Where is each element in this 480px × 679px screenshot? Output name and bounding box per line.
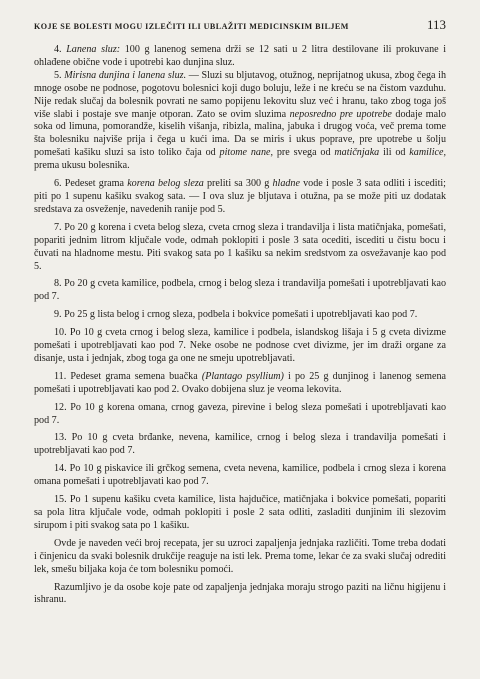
text-run: Razumljivo je da osobe koje pate od zapaljenja jednjaka moraju strogo paziti na ličnu higijenu i ishranu. <box>34 581 446 606</box>
italic-text: Lanena sluz: <box>66 44 121 55</box>
text-run: 7. Po 20 g korena i cveta belog sleza, cveta crnog sleza i trandavilja i lista matičnjaka, pomešati, popariti jednim litrom ključale vode, odmah poklopiti i posle 3 sata ocediti, iscediti u čistu bocu i čuvati na hladnome mestu. Piti svakog sata po 1 kašiku sa nekim sredstvom za osvežavanje kao pod 5. <box>34 221 446 272</box>
italic-text: pitome nane, <box>219 147 274 159</box>
paragraph <box>34 309 446 322</box>
text-run: 10. Po 10 g cveta crnog i belog sleza, kamilice i podbela, islandskog lišaja i 5 g cveta divizme pomešati i upotrebljavati kao pod 7. Neke osobe ne podnose cvet divizme, jer im draži organe za disanje, usta i jednjak, zbog toga ga one ne smeju upotrebljavati. <box>34 327 446 364</box>
italic-text: neposredno pre upotrebe <box>289 108 392 120</box>
italic-text: korena belog sleza <box>127 178 204 190</box>
paragraph <box>34 70 446 173</box>
text-run: 13. Po 10 g cveta brđanke, nevena, kamilice, crnog i belog sleza i trandavilja pomešati i upotrebljavati kao pod 7. <box>34 432 446 457</box>
text-run: 5. <box>54 69 65 81</box>
page-number: 113 <box>426 17 446 32</box>
paragraph <box>34 494 446 533</box>
paragraph <box>34 582 446 608</box>
text-run: 11. Pedeset grama semena buačka <box>54 370 202 382</box>
paragraph <box>34 432 446 458</box>
text-run: prema ukusu bolesnika. <box>34 160 130 172</box>
paragraph <box>34 538 446 577</box>
paragraph <box>34 44 446 70</box>
text-run: 12. Po 10 g korena omana, crnog gaveza, pirevine i belog sleza pomešati i upotrebljavati kao pod 7. <box>34 401 446 426</box>
running-title: KOJE SE BOLESTI MOGU IZLEČITI ILI UBLAŽITI MEDICINSKIM BILJEM <box>34 22 349 31</box>
italic-text: (Plantago psyllium) <box>201 370 284 382</box>
italic-text: Mirisna dunjina i lanena sluz. <box>64 69 187 81</box>
text-run: 100 g lanenog semena drži se 12 sati u 2 litra destilovane ili prokuvane i ohlađene obične vode i upotrebi kao dunjina sluz. <box>34 44 447 68</box>
text-run: 14. Po 10 g piskavice ili grčkog semena, cveta nevena, kamilice, podbela i crnog sleza i korena omana pomešati i upotrebljavati kao pod 7. <box>34 463 446 488</box>
text-run: 4. <box>54 44 67 55</box>
text-run: 8. Po 20 g cveta kamilice, podbela, crnog i belog sleza i trandavilja pomešati i upotrebljavati kao pod 7. <box>34 278 446 303</box>
italic-text: hladne <box>272 178 300 190</box>
paragraph <box>34 327 446 366</box>
text-run: preliti sa 300 g <box>203 178 273 190</box>
text-run: i po 25 g dunjinog i lanenog semena pomešati i upotrebljavati kao pod 2. Ovako dobijena sluz je veoma lekovita. <box>34 370 446 395</box>
paragraph <box>34 222 446 274</box>
text-run: dodaje malo soka od limuna, pomorandže, kiselih višanja, ribizla, malina, jabuka i drugog voća, več prema tome šta bolesniku najviše prija i čega u kući ima. Da se miris i ukus poprave, pre upotrebe u šolju pomešati kašiku sluzi sa isto toliko čaja od <box>34 108 446 159</box>
running-header <box>34 17 446 39</box>
paragraph <box>34 371 446 397</box>
text-run: Ovde je naveden veći broj recepata, jer su uzroci zapaljenja jednjaka različiti. Tome treba dodati i činjenicu da svaki bolesnik drukčije reaguje na isti lek. Prema tome, lekar će za svaki slučaj odrediti lek, smešu biljaka koja će tom bolesniku pomoći. <box>34 537 446 575</box>
paragraph <box>34 178 446 217</box>
text-run: ili od <box>379 147 410 159</box>
text-run: 15. Po 1 supenu kašiku cveta kamilice, lista hajdučice, matičnjaka i bokvice pomešati, popariti sa pola litra ključale vode, odmah poklopiti i posle 2 sata odliti, zasladiti dunjinim ili slezovim sirupom i piti svakog sata po 1 kašiku. <box>34 494 446 531</box>
text-run: vode i posle 3 sata odliti i iscediti; piti po 1 supenu kašiku svakog sata. — I ova sluz je bljutava i otužna, pa se može piti uz dodatak sredstava za osveženje, navedenih ranije pod 5. <box>34 178 446 215</box>
text-run: — Sluzi su bljutavog, otužnog, neprijatnog ukusa, zbog čega ih mnoge osobe ne podnose, pogotovu bolesnici koji dugo boluju, leže i ne kreću se na čistom vazduhu. Nije redak slučaj da bolesnik povrati ne samo popijenu lekovitu sluz već i hranu, tako zbog toga još više slabi i postaje sve manje otporan. Zato se ovim sluzima <box>34 69 446 120</box>
text-run: pre svega od <box>273 147 335 159</box>
text-run: 6. Pedeset grama <box>54 178 128 190</box>
italic-text: kamilice, <box>409 147 447 159</box>
paragraph <box>34 278 446 304</box>
body-text <box>34 44 446 607</box>
text-run: 9. Po 25 g lista belog i crnog sleza, podbela i bokvice pomešati i upotrebljavati kao pod 7. <box>54 309 418 321</box>
paragraph <box>34 402 446 428</box>
italic-text: matičnjaka <box>334 147 380 159</box>
paragraph <box>34 463 446 489</box>
